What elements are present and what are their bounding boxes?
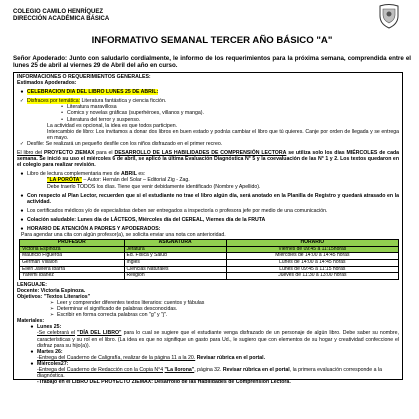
- table-cell: Victoria Espinoza: [20, 246, 125, 253]
- table-cell: Jefatura: [124, 246, 226, 253]
- bullet-icon: ●: [20, 171, 24, 178]
- book-author: – Autor: Hernán del Solar – Editorial Zig - Zag.: [83, 177, 190, 184]
- tuesday-text: -Entrega del Cuaderno de Caligrafía, realizar de la página 11 a la 20. Revisar rúbrica en el portal.: [37, 354, 266, 361]
- reading-item: ● Libro de lectura complementaria mes de ABRIL es:: [17, 171, 399, 177]
- bullet-icon: •: [61, 110, 63, 117]
- checkmark-icon: ✓: [19, 140, 25, 147]
- certificates-text: Los certificados médicos y/o de especialistas deben ser entregados a inspectoría o profesora jefe por medio de una comunicación.: [27, 207, 328, 214]
- school-name: COLEGIO CAMILO HENRÍQUEZ: [13, 9, 103, 15]
- bullet-icon: ●: [20, 225, 24, 232]
- costume-item: • Comics y novelas gráficas (superhéroes, villanos y manga).: [57, 110, 399, 116]
- column-header: PROFESOR: [20, 240, 125, 247]
- table-cell: Ed. Física y Salud: [124, 253, 226, 260]
- costumes-text: Literatura fantástica y ciencia ficción.: [81, 98, 167, 105]
- monday-text: -Se celebrará el "DÍA DEL LIBRO" para lo cual se sugiere que el estudiante venga disfrazado de un personaje de algún libro. Debe saber su nombre, características y su rol en el libro. (La idea es que no signifique un gasto para Ud., le sugiero que con elementos de su hogar y creatividad confeccione el disfraz para su hijo(a)).: [37, 330, 399, 349]
- academic-direction: DIRECCIÓN ACADÉMICA BÁSICA: [13, 16, 110, 22]
- bullet-icon: ●: [20, 192, 24, 199]
- table-cell: Lunes de 09:45 a 11:15 horas: [226, 266, 398, 273]
- table-cell: Mauricio Figueroa: [20, 253, 125, 260]
- celebration-text: CELEBRACION DIA DEL LIBRO LUNES 25 DE ABRIL:: [27, 89, 159, 96]
- bullet-icon: ●: [30, 348, 34, 355]
- ziemax-task: -Trabajo en el LIBRO DEL PROYECTO ZIEMAX: Desarrollo de las Habilidades de Comprensión Lectora.: [37, 379, 291, 386]
- wednesday-text: -Entrega del Cuaderno de Redacción con la Copia N°4 "La llorona", página 32. Revisar rúbrica en el portal, la primera evaluación corresponde a la diagnóstica.: [37, 367, 382, 380]
- bullet-icon: ●: [30, 324, 34, 331]
- tutors-table: [19, 239, 399, 280]
- arrow-bullet-icon: ➢: [49, 306, 55, 313]
- table-cell: Religión: [124, 273, 226, 280]
- exchange-note: Intercambio de libro: Los invitamos a donar dos libros en buen estado y podrás cambiar el libro que tú quieres. Canje por orden de llegada y se entrega en mayo.: [47, 128, 399, 141]
- lenguaje-teacher: Docente: Victoria Espinoza.: [17, 287, 86, 294]
- requirements-box: [13, 72, 403, 386]
- general-heading: INFORMACIONES O REQUERIMIENTOS GENERALES:: [17, 74, 151, 80]
- schedule-note: Para agendar una cita con algún profesor(a), se solicita enviar una nota con anterioridad.: [21, 232, 226, 239]
- table-cell: Inglés: [124, 259, 226, 266]
- school-logo-icon: [377, 3, 401, 29]
- tuesday-label: Martes 26:: [37, 348, 63, 355]
- checkmark-icon: ✓: [19, 98, 25, 105]
- column-header: ASIGNATURA: [124, 240, 226, 247]
- bullet-icon: ●: [20, 216, 24, 223]
- table-cell: Viernes de 09:45 a 11:15horas: [226, 246, 398, 253]
- bullet-icon: •: [61, 104, 63, 111]
- wednesday-label: Miércoles27:: [37, 360, 69, 367]
- costumes-label: Disfraces por temática:: [27, 98, 81, 105]
- page-title: INFORMATIVO SEMANAL TERCER AÑO BÁSICO "A": [91, 35, 333, 46]
- greeting: Estimados Apoderados:: [17, 80, 77, 87]
- column-header: HORARIO: [226, 240, 398, 247]
- table-cell: Germán Villalón: [20, 259, 125, 266]
- table-cell: Ciencias Naturales: [124, 266, 226, 273]
- parade-item: [17, 141, 399, 147]
- celebration-item: [17, 89, 399, 95]
- bullet-icon: ●: [20, 89, 24, 96]
- costume-item: • Literatura del terror y suspenso.: [57, 117, 399, 123]
- table-cell: Yaremi Ibáñez: [20, 273, 125, 280]
- table-cell: Jueves de 11:30 a 13:00 horas: [226, 273, 398, 280]
- table-row: [20, 273, 399, 280]
- plan-lector-item: [17, 193, 399, 205]
- objectives-list: [17, 300, 399, 318]
- intro-paragraph: Señor Apoderado: Junto con saludarlo cordialmente, le informo de los requerimientos para la próxima semana, comprendida entre el lunes 25 de abril al viernes 29 de Abril del año en curso.: [13, 55, 411, 69]
- lenguaje-heading: LENGUAJE:: [17, 281, 47, 288]
- objective-item: ➢ Leer y comprender diferentes textos literarios: cuentos y fábulas: [47, 300, 399, 306]
- costume-list: [17, 104, 399, 122]
- schedule-heading: HORARIO DE ATENCIÓN A PADRES Y APODERADOS:: [27, 225, 161, 232]
- arrow-bullet-icon: ➢: [49, 300, 55, 306]
- arrow-bullet-icon: ➢: [49, 312, 55, 319]
- plan-lector-text: Con respecto al Plan Lector, recuerden que si el estudiante no trae el libro algún día, será anotado en la Planilla de Registro y quedará atrasado en la actividad.: [27, 192, 399, 205]
- materials-label: Materiales:: [17, 318, 45, 325]
- snack-item: [17, 217, 399, 223]
- table-cell: Ellen Javiera Ibarra: [20, 266, 125, 273]
- snack-text: Colación saludable: Lunes día de LÁCTEOS, Miércoles día del CEREAL, Viernes día de la FRUTA: [27, 216, 266, 223]
- book-title: "LA PORÓTA": [47, 177, 82, 184]
- costume-item: • Literatura maravillosa: [57, 104, 399, 110]
- objective-item: ➢ Escribir en forma correcta palabras con "g" y "j".: [47, 312, 399, 318]
- bullet-icon: ●: [20, 207, 24, 214]
- table-cell: Miércoles de 14:00 a 14:45 horas: [226, 253, 398, 260]
- optional-note: La actividad es opcional, la idea es que todos participen.: [47, 122, 178, 129]
- table-cell: Lunes de 14:00 a 14:45 horas: [226, 259, 398, 266]
- bullet-icon: •: [61, 116, 63, 123]
- bullet-icon: ●: [30, 360, 34, 367]
- book-note: Debe traerlo TODOS los días. Tiene que venir debidamente identificado (Nombre y Apellido).: [47, 183, 261, 190]
- objectives-label: Objetivos: "Textos Literarios": [17, 293, 91, 300]
- ziemax-paragraph: El libro del PROYECTO ZIEMAX para el DESARROLLO DE LAS HABILIDADES DE COMPRENSIÓN LECTORA se utiliza solo los días MIÉRCOLES de cada semana. Se inició su uso el miércoles 6 de abril, se aplicó la última Evaluación Diagnóstica N° 5 y la coevaluación de las N° 1 y 2. Los textos quedaron en el colegio para realizar revisión.: [17, 150, 400, 169]
- certificates-item: [17, 208, 399, 214]
- school-header: [13, 9, 411, 23]
- objective-item: ➢ Determinar el significado de palabras desconocidas.: [47, 306, 399, 312]
- monday-label: Lunes 25:: [37, 324, 62, 331]
- parade-note: Desfile: Se realizará un pequeño desfile con los niños disfrazado en el primer recreo.: [27, 140, 223, 147]
